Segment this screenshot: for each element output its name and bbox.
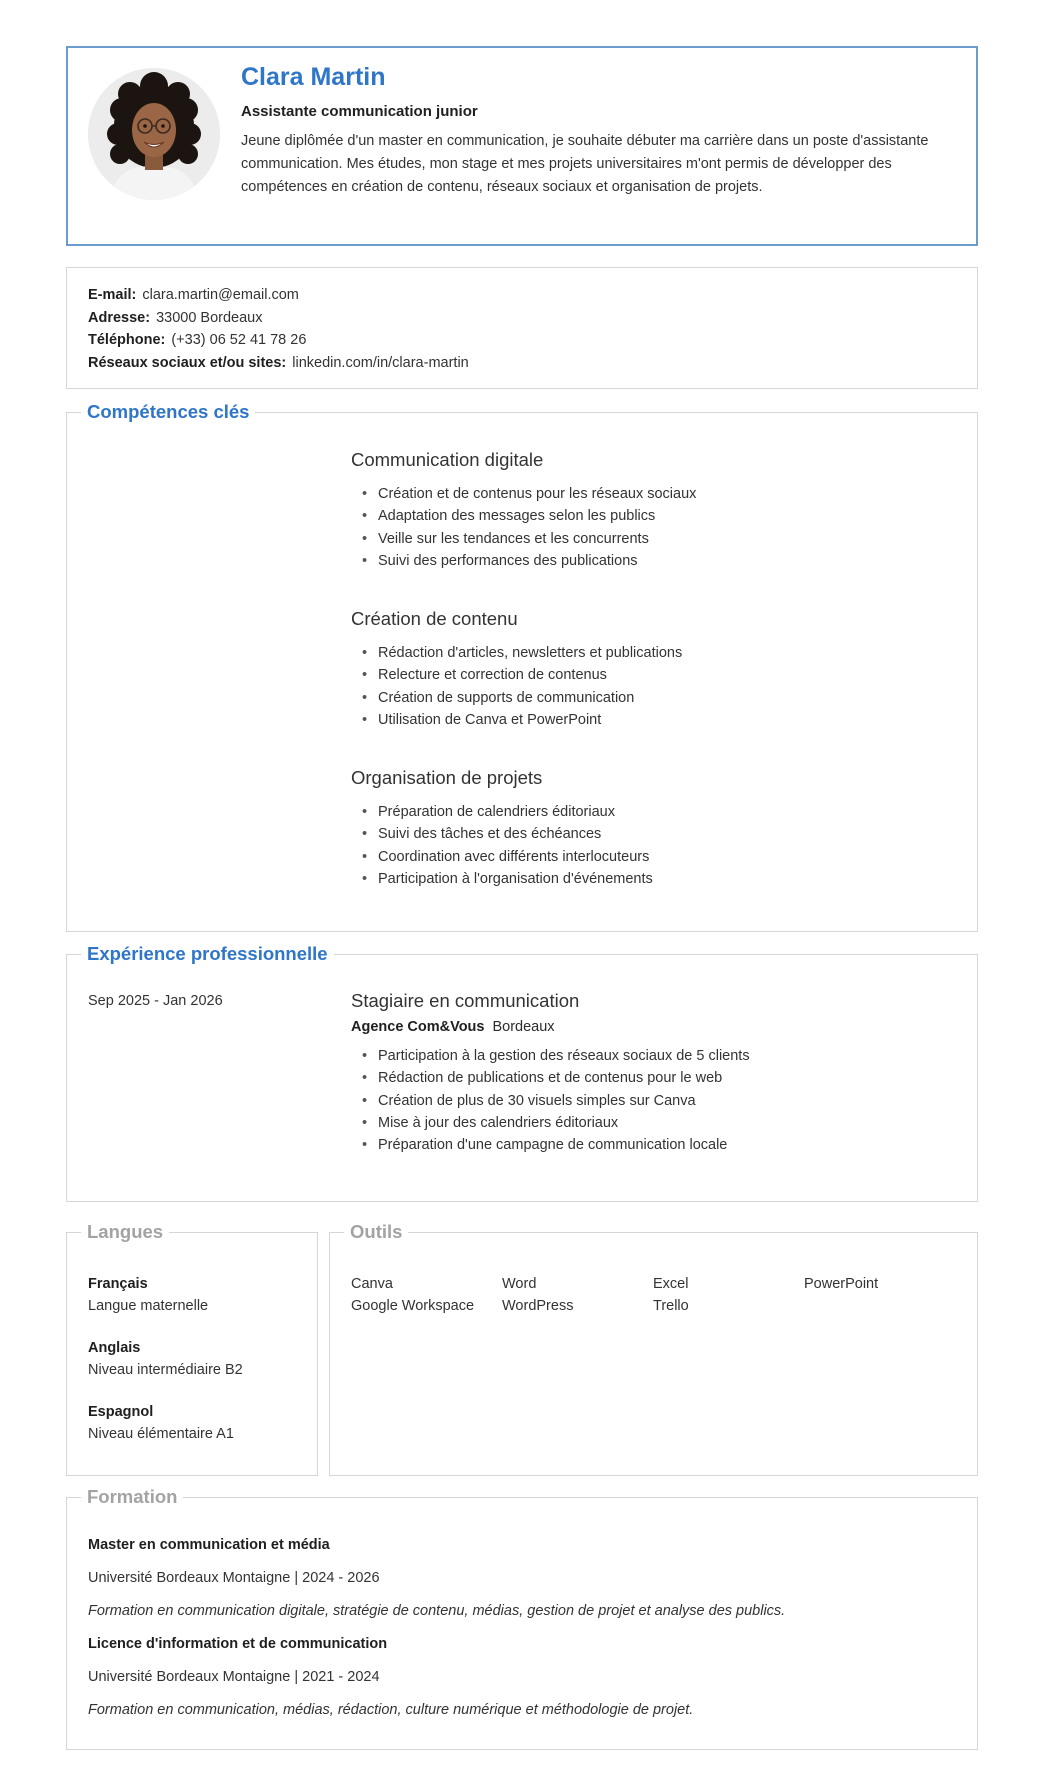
experience-task: • Mise à jour des calendriers éditoriaux xyxy=(378,1112,750,1134)
languages-heading: Langues xyxy=(81,1220,169,1244)
languages-section xyxy=(66,1221,318,1476)
experience-task: • Rédaction de publications et de contenus pour le web xyxy=(378,1067,750,1089)
contact-email-row xyxy=(88,284,469,307)
skill-item: • Coordination avec différents interlocuteurs xyxy=(378,846,653,868)
skill-group-title: Organisation de projets xyxy=(351,767,543,788)
candidate-name: Clara Martin xyxy=(241,63,386,91)
skill-item: • Création de supports de communication xyxy=(378,687,682,709)
language-level: Niveau intermédiaire B2 xyxy=(88,1362,243,1378)
tool-item: Excel xyxy=(653,1276,689,1292)
tools-grid xyxy=(351,1273,955,1317)
skills-heading: Compétences clés xyxy=(81,400,255,424)
job-title: Assistante communication junior xyxy=(241,103,478,120)
skill-item: • Création et de contenus pour les réseaux sociaux xyxy=(378,483,696,505)
language-level: Niveau élémentaire A1 xyxy=(88,1426,234,1442)
language-list xyxy=(88,1273,243,1465)
tool-item: Canva xyxy=(351,1276,393,1292)
skill-group xyxy=(351,767,653,890)
contact-email-value: clara.martin@email.com xyxy=(142,287,299,303)
skill-item: • Participation à l'organisation d'événements xyxy=(378,868,653,890)
contact-social-label: Réseaux sociaux et/ou sites: xyxy=(88,354,287,371)
tool-item: Google Workspace xyxy=(351,1298,475,1314)
skill-item: • Préparation de calendriers éditoriaux xyxy=(378,801,653,823)
contact-address-row xyxy=(88,307,469,330)
experience-location: Bordeaux xyxy=(492,1019,555,1035)
profile-header xyxy=(66,46,978,246)
contact-section xyxy=(66,267,978,389)
contact-social-row xyxy=(88,352,469,375)
contact-social-value: linkedin.com/in/clara-martin xyxy=(292,354,469,371)
skill-item: • Rédaction d'articles, newsletters et publications xyxy=(378,642,682,664)
skill-group xyxy=(351,449,696,572)
contact-phone-row xyxy=(88,329,469,352)
experience-heading: Expérience professionnelle xyxy=(81,942,334,966)
skill-list xyxy=(351,801,653,890)
language-item xyxy=(88,1401,243,1445)
language-name: Anglais xyxy=(88,1340,141,1356)
education-school: Université Bordeaux Montaigne | 2024 - 2026 xyxy=(88,1570,380,1586)
experience-role: Stagiaire en communication xyxy=(351,990,580,1011)
contact-address-label: Adresse: xyxy=(88,309,151,326)
experience-company: Agence Com&Vous xyxy=(351,1019,485,1035)
contact-email-label: E-mail: xyxy=(88,287,137,303)
skill-item: • Veille sur les tendances et les concurrents xyxy=(378,528,696,550)
language-level: Langue maternelle xyxy=(88,1298,209,1314)
language-item xyxy=(88,1273,243,1317)
experience-task: • Préparation d'une campagne de communication locale xyxy=(378,1134,750,1156)
tool-item: WordPress xyxy=(502,1298,574,1314)
experience-entry xyxy=(351,990,750,1156)
skill-group-title: Communication digitale xyxy=(351,449,544,470)
profile-summary: Jeune diplômée d'un master en communication, je souhaite débuter ma carrière dans un poste d'assistante communication. Mes études, mon stage et mes projets universitaires m'ont permis de développer des compétences en création de contenu, réseaux sociaux et organisation de projets. xyxy=(241,133,929,195)
tools-section xyxy=(329,1221,978,1476)
skills-section xyxy=(66,401,978,932)
contact-phone-label: Téléphone: xyxy=(88,332,166,348)
education-degree: Master en communication et média xyxy=(88,1537,330,1553)
tool-item: PowerPoint xyxy=(804,1276,879,1292)
profile-photo xyxy=(88,68,220,200)
language-name: Espagnol xyxy=(88,1404,154,1420)
experience-task: • Participation à la gestion des réseaux sociaux de 5 clients xyxy=(378,1045,750,1067)
skill-list xyxy=(351,483,696,572)
skill-group-title: Création de contenu xyxy=(351,608,518,629)
education-heading: Formation xyxy=(81,1485,183,1509)
tool-item: Word xyxy=(502,1276,537,1292)
tools-heading: Outils xyxy=(344,1220,408,1244)
contact-phone-value: (+33) 06 52 41 78 26 xyxy=(171,332,307,348)
skill-list xyxy=(351,642,682,731)
education-entry xyxy=(88,1633,948,1721)
education-description: Formation en communication digitale, stratégie de contenu, médias, gestion de projet et analyse des publics. xyxy=(88,1603,786,1619)
skill-group xyxy=(351,608,682,731)
experience-task: • Création de plus de 30 visuels simples sur Canva xyxy=(378,1090,750,1112)
language-item xyxy=(88,1337,243,1381)
education-degree: Licence d'information et de communication xyxy=(88,1636,388,1652)
education-section xyxy=(66,1486,978,1750)
experience-date: Sep 2025 - Jan 2026 xyxy=(88,993,223,1009)
education-entry xyxy=(88,1534,948,1622)
skill-item: • Suivi des performances des publications xyxy=(378,550,696,572)
skill-item: • Suivi des tâches et des échéances xyxy=(378,823,653,845)
skill-item: • Utilisation de Canva et PowerPoint xyxy=(378,709,682,731)
experience-section xyxy=(66,943,978,1202)
skill-item: • Relecture et correction de contenus xyxy=(378,664,682,686)
experience-task-list xyxy=(351,1045,750,1156)
education-school: Université Bordeaux Montaigne | 2021 - 2024 xyxy=(88,1669,380,1685)
education-list xyxy=(88,1534,948,1732)
contact-list xyxy=(88,284,469,374)
language-name: Français xyxy=(88,1276,148,1292)
experience-company-line xyxy=(351,1019,750,1035)
tool-item: Trello xyxy=(653,1298,689,1314)
education-description: Formation en communication, médias, rédaction, culture numérique et méthodologie de projet. xyxy=(88,1702,694,1718)
contact-address-value: 33000 Bordeaux xyxy=(156,309,263,326)
profile-photo-illustration xyxy=(88,68,220,200)
skill-item: • Adaptation des messages selon les publics xyxy=(378,505,696,527)
